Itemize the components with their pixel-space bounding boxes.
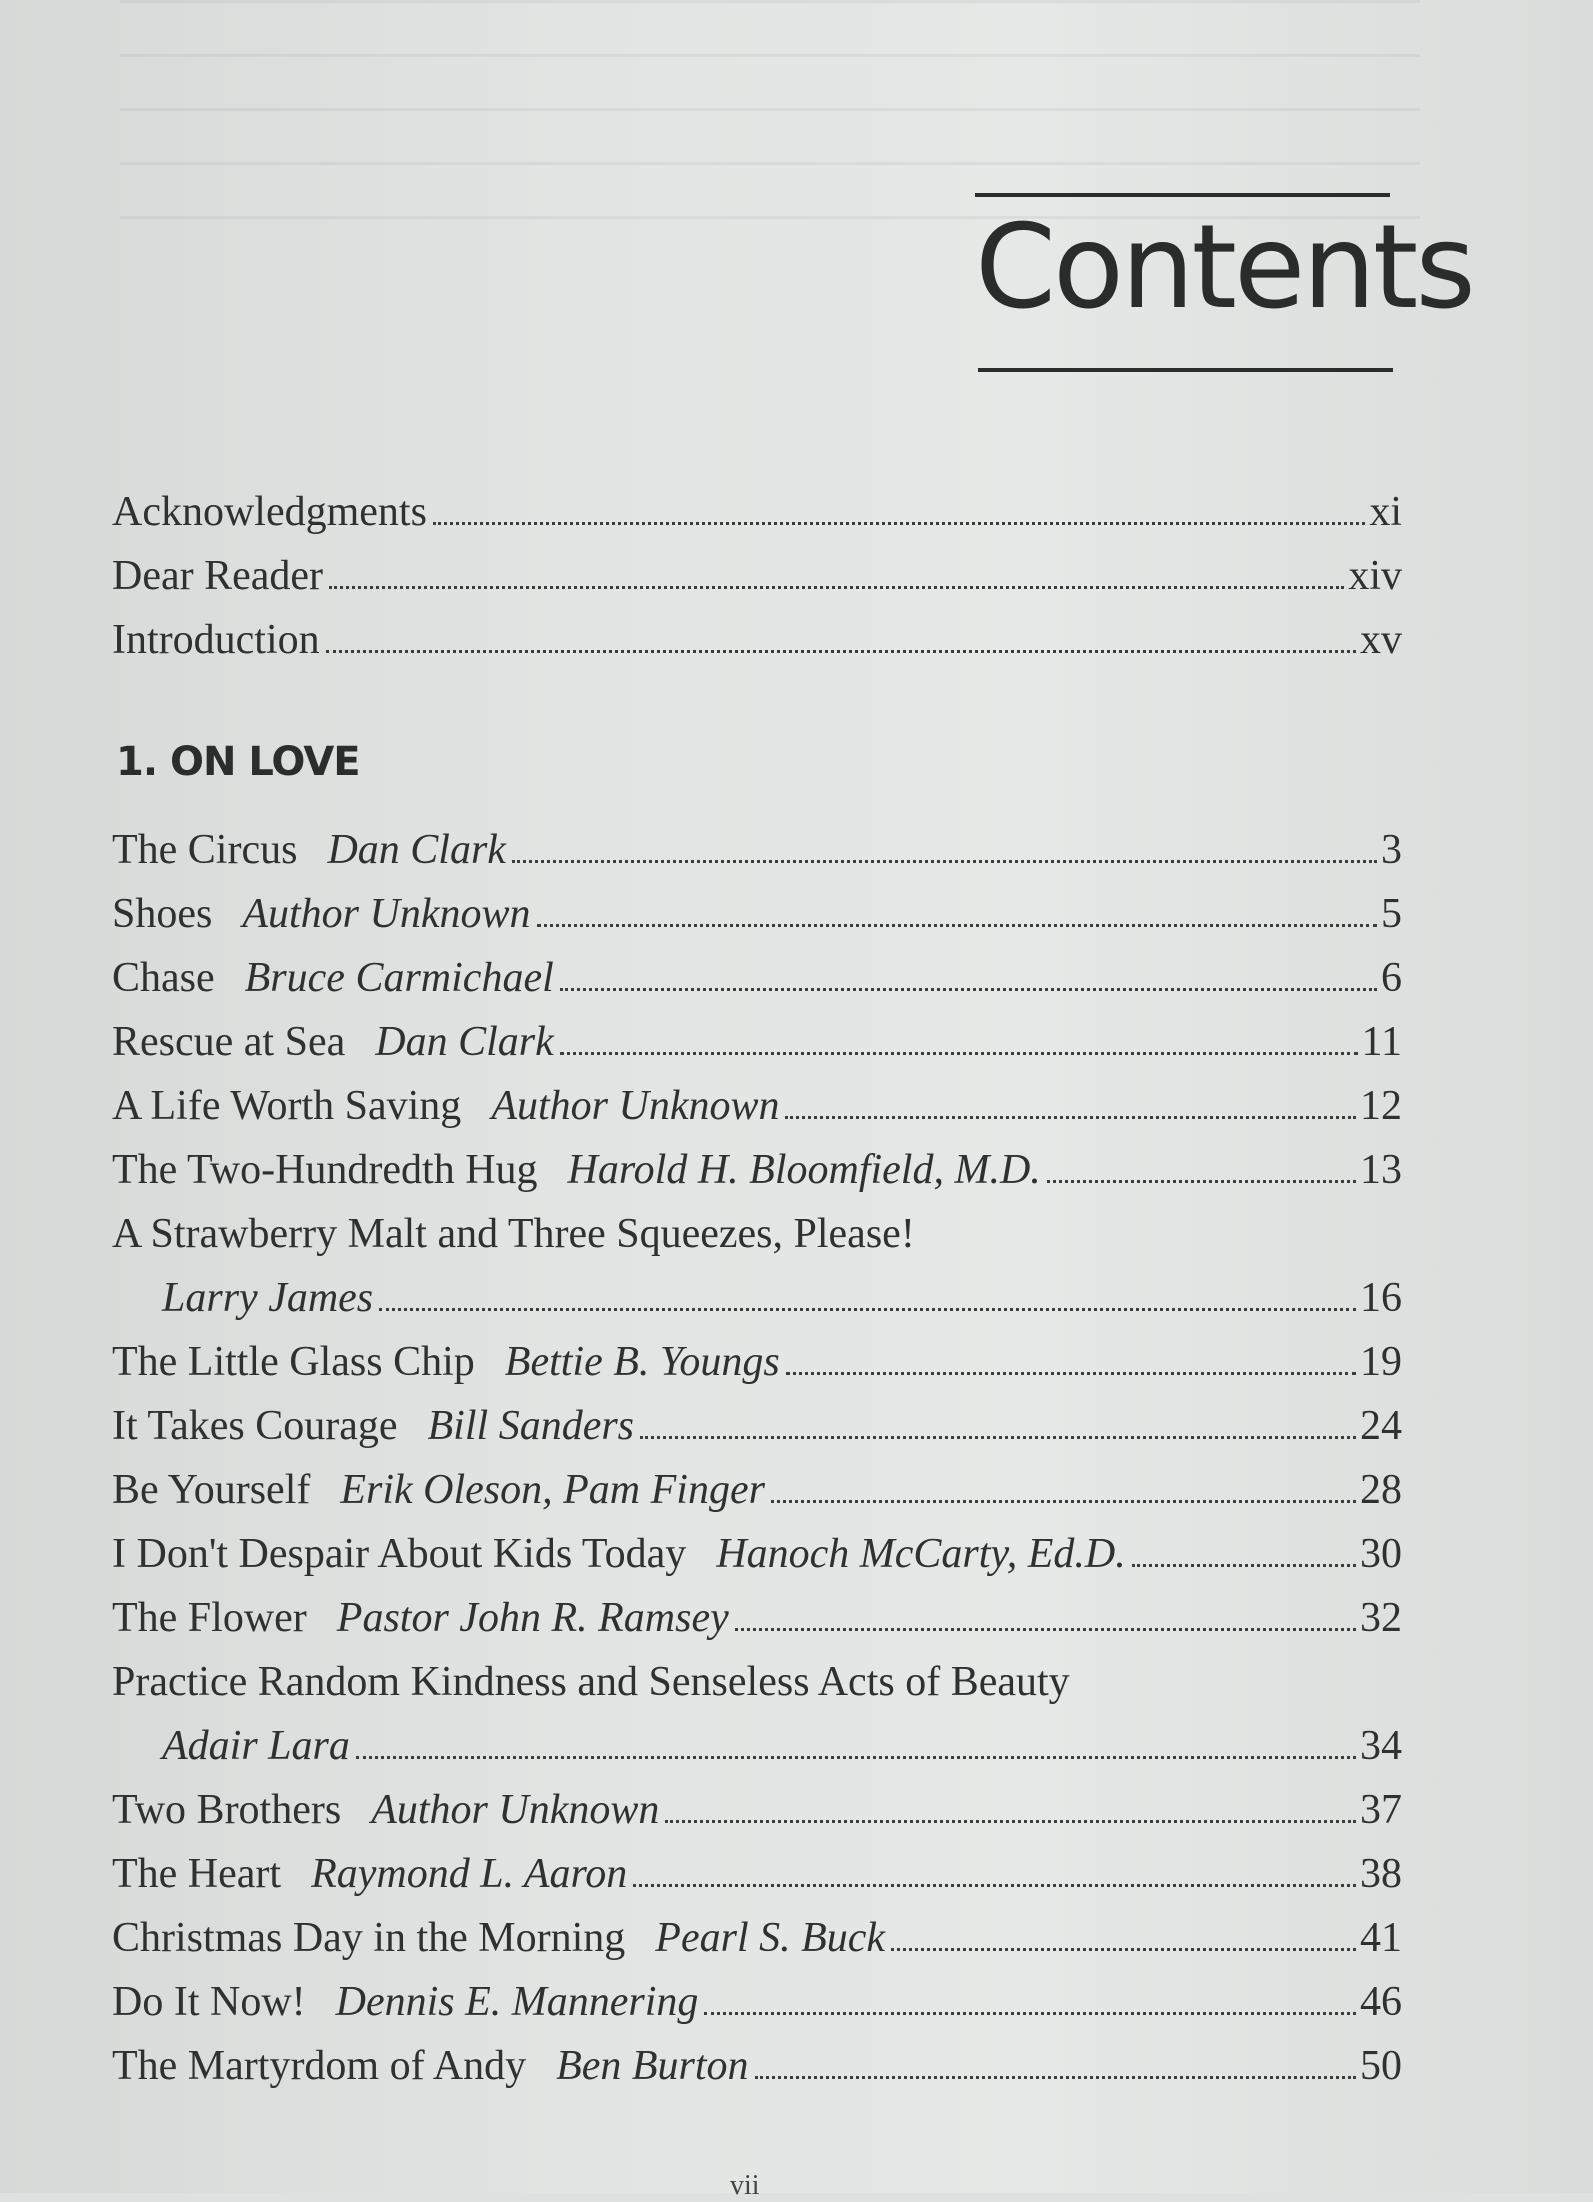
toc-page-number: 34 [1360, 1723, 1402, 1769]
toc-entry-title: The Martyrdom of Andy [112, 2043, 527, 2089]
toc-entry-title: Chase [112, 955, 215, 1001]
dot-leader [512, 860, 1377, 863]
toc-entry-title: The Little Glass Chip [112, 1339, 475, 1385]
section-heading: 1. ON LOVE [116, 739, 360, 785]
toc-entry-author: Dan Clark [375, 1019, 554, 1065]
toc-page-number: 5 [1381, 891, 1402, 937]
toc-entry-title: Be Yourself [112, 1467, 311, 1513]
toc-entry-introduction[interactable] [112, 608, 1402, 672]
toc-page-number: xv [1360, 617, 1402, 663]
toc-entry-author: Larry James [162, 1275, 374, 1321]
toc-entry-title: Do It Now! [112, 1979, 306, 2025]
toc-entry-title: The Circus [112, 827, 298, 873]
dot-leader [755, 2076, 1356, 2079]
toc-entry[interactable] [112, 1522, 1402, 1586]
dot-leader [537, 924, 1377, 927]
toc-entry-continuation[interactable] [112, 1266, 1402, 1330]
dot-leader [640, 1436, 1356, 1439]
toc-entry[interactable] [112, 1074, 1402, 1138]
toc-entry[interactable] [112, 1586, 1402, 1650]
dot-leader [1132, 1564, 1356, 1567]
toc-entry[interactable] [112, 1394, 1402, 1458]
dot-leader [560, 1052, 1358, 1055]
toc-entry-title: Introduction [112, 617, 320, 663]
toc-page-number: 32 [1360, 1595, 1402, 1641]
toc-page-number: 46 [1360, 1979, 1402, 2025]
toc-entry[interactable] [112, 1842, 1402, 1906]
toc-entry-author: Pastor John R. Ramsey [336, 1595, 729, 1641]
toc-entry-author: Pearl S. Buck [655, 1915, 886, 1961]
dot-leader [633, 1884, 1356, 1887]
toc-entry[interactable] [112, 882, 1402, 946]
toc-entry[interactable] [112, 1906, 1402, 1970]
toc-entry[interactable] [112, 818, 1402, 882]
toc-entry-title: Shoes [112, 891, 213, 937]
toc-page-number: 28 [1360, 1467, 1402, 1513]
toc-page-number: 19 [1360, 1339, 1402, 1385]
toc-page-number: 24 [1360, 1403, 1402, 1449]
toc-entry-author: Erik Oleson, Pam Finger [340, 1467, 765, 1513]
toc-page-number: 30 [1360, 1531, 1402, 1577]
dot-leader [1047, 1180, 1356, 1183]
toc-entry-author: Raymond L. Aaron [311, 1851, 628, 1897]
toc-entry-author: Ben Burton [556, 2043, 749, 2089]
toc-entry-title: The Two-Hundredth Hug [112, 1147, 538, 1193]
toc-entry-title: Acknowledgments [112, 489, 427, 535]
toc-entry-title: Dear Reader [112, 553, 324, 599]
dot-leader [433, 522, 1365, 525]
toc-entry-author: Author Unknown [371, 1787, 660, 1833]
toc-entry[interactable] [112, 1330, 1402, 1394]
dot-leader [785, 1116, 1356, 1119]
toc-entry-author: Dennis E. Mannering [335, 1979, 699, 2025]
dot-leader [771, 1500, 1356, 1503]
toc-entry-author: Bill Sanders [427, 1403, 635, 1449]
toc-entry[interactable] [112, 1970, 1402, 2034]
dot-leader [379, 1308, 1356, 1311]
dot-leader [329, 586, 1344, 589]
toc-entry-acknowledgments[interactable] [112, 480, 1402, 544]
page-footer-numeral: vii [730, 2170, 760, 2201]
toc-entry[interactable] [112, 1458, 1402, 1522]
dot-leader [891, 1948, 1356, 1951]
toc-entry-title: It Takes Courage [112, 1403, 398, 1449]
toc-entry-title: Christmas Day in the Morning [112, 1915, 626, 1961]
toc-page-number: 16 [1360, 1275, 1402, 1321]
dot-leader [560, 988, 1377, 991]
toc-entry-title-line[interactable]: A Strawberry Malt and Three Squeezes, Please! [112, 1211, 915, 1257]
toc-entry-author: Bettie B. Youngs [504, 1339, 780, 1385]
toc-entry-title-line[interactable]: Practice Random Kindness and Senseless Acts of Beauty [112, 1659, 1070, 1705]
toc-page-number: 50 [1360, 2043, 1402, 2089]
toc-entry[interactable] [112, 946, 1402, 1010]
toc-page-number: 11 [1361, 1019, 1402, 1065]
toc-page-number: 41 [1360, 1915, 1402, 1961]
toc-entry-title: I Don't Despair About Kids Today [112, 1531, 687, 1577]
toc-entry-title: Rescue at Sea [112, 1019, 346, 1065]
toc-page-number: xi [1369, 489, 1402, 535]
dot-leader [356, 1756, 1356, 1759]
toc-page-number: 13 [1360, 1147, 1402, 1193]
dot-leader [786, 1372, 1356, 1375]
dot-leader [665, 1820, 1356, 1823]
toc-entry-title: The Flower [112, 1595, 307, 1641]
toc-entry-author: Dan Clark [327, 827, 506, 873]
dot-leader [735, 1628, 1356, 1631]
toc-entry-author: Harold H. Bloomfield, M.D. [567, 1147, 1041, 1193]
heading-rule-top [975, 193, 1390, 197]
toc-entry-title: The Heart [112, 1851, 282, 1897]
toc-entry[interactable] [112, 1010, 1402, 1074]
toc-entry-continuation[interactable] [112, 1714, 1402, 1778]
toc-page-number: 6 [1381, 955, 1402, 1001]
toc-entry-author: Adair Lara [162, 1723, 350, 1769]
page-title: Contents [975, 200, 1473, 335]
dot-leader [704, 2012, 1356, 2015]
toc-entry-author: Hanoch McCarty, Ed.D. [716, 1531, 1126, 1577]
table-of-contents [112, 480, 1402, 2098]
toc-entry-title: A Life Worth Saving [112, 1083, 462, 1129]
dot-leader [326, 650, 1356, 653]
toc-entry[interactable] [112, 1778, 1402, 1842]
toc-entry-dear-reader[interactable] [112, 544, 1402, 608]
toc-page-number: 38 [1360, 1851, 1402, 1897]
toc-page-number: 37 [1360, 1787, 1402, 1833]
heading-rule-bottom [978, 368, 1393, 372]
toc-page-number: 12 [1360, 1083, 1402, 1129]
toc-entry[interactable] [112, 2034, 1402, 2098]
toc-entry-title: Two Brothers [112, 1787, 342, 1833]
toc-entry-author: Author Unknown [491, 1083, 780, 1129]
toc-entry-author: Bruce Carmichael [244, 955, 554, 1001]
toc-entry-author: Author Unknown [242, 891, 531, 937]
toc-entry[interactable] [112, 1138, 1402, 1202]
toc-page-number: xiv [1348, 553, 1402, 599]
toc-page-number: 3 [1381, 827, 1402, 873]
